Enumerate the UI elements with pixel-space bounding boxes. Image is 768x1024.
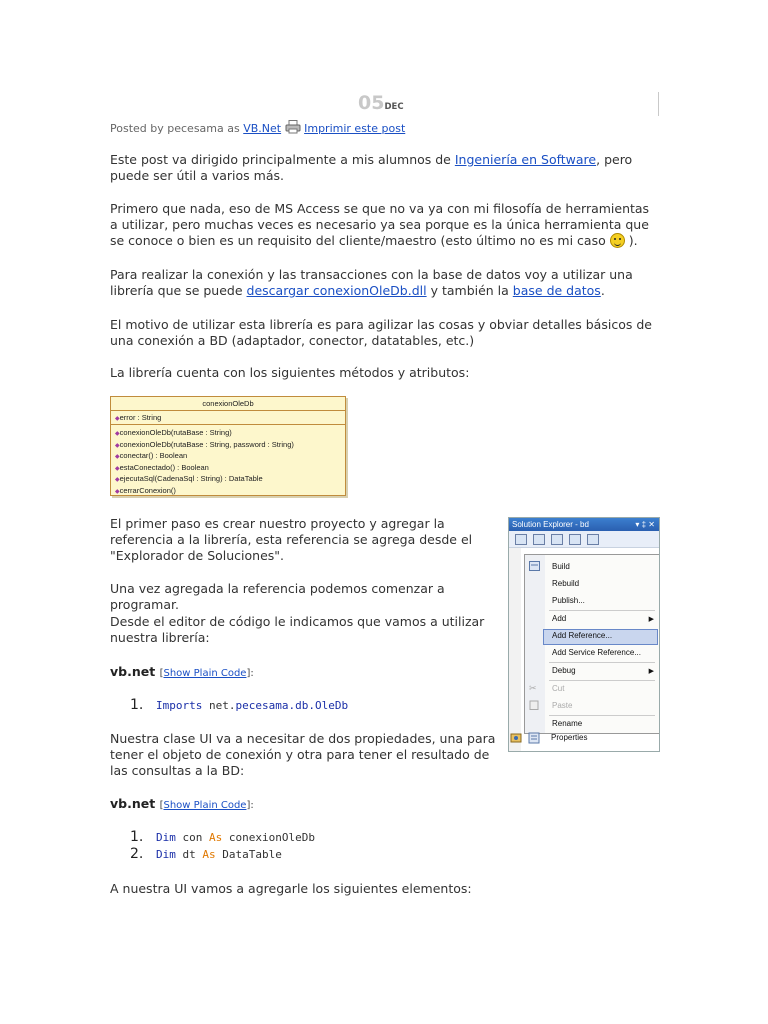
access-text-end: ). bbox=[624, 233, 638, 248]
menu-separator bbox=[549, 610, 655, 611]
project-icon bbox=[510, 732, 522, 744]
submenu-arrow-icon: ▶ bbox=[648, 668, 654, 675]
uml-method: ◆conexionOleDb(rutaBase : String) bbox=[115, 428, 232, 437]
build-icon bbox=[529, 561, 540, 571]
menu-item-cut[interactable]: Cut bbox=[552, 684, 565, 693]
unavez-paragraph: Una vez agregada la referencia podemos comenzar a programar. bbox=[110, 581, 445, 612]
menu-item-build[interactable]: Build bbox=[552, 562, 570, 571]
menu-item-properties[interactable]: Properties bbox=[551, 733, 588, 742]
final-paragraph: A nuestra UI vamos a agregarle los siguientes elementos: bbox=[110, 881, 472, 896]
menu-item-add[interactable]: Add bbox=[552, 614, 567, 623]
context-menu bbox=[524, 554, 660, 734]
ingenieria-link[interactable]: Ingeniería en Software bbox=[454, 152, 597, 167]
post-meta bbox=[110, 120, 405, 137]
menu-item-debug[interactable]: Debug bbox=[552, 666, 576, 675]
access-paragraph bbox=[110, 201, 660, 249]
post-date bbox=[358, 92, 404, 114]
code-line: 1. Dim con As conexionOleDb bbox=[130, 829, 315, 845]
toolbar-icon[interactable] bbox=[533, 534, 545, 545]
toolbar-icon[interactable] bbox=[587, 534, 599, 545]
method-icon: ◆ bbox=[115, 431, 120, 437]
show-plain-code-link[interactable]: Show Plain Code bbox=[163, 668, 247, 679]
code-header-1 bbox=[110, 664, 254, 679]
solution-explorer-toolbar bbox=[509, 531, 659, 548]
uml-class-name: conexionOleDb bbox=[111, 397, 345, 411]
method-icon: ◆ bbox=[115, 454, 120, 461]
method-icon: ◆ bbox=[115, 442, 120, 449]
post-month: DEC bbox=[384, 102, 404, 112]
uml-method: ◆ejecutaSql(CadenaSql : String) : DataTable bbox=[115, 474, 263, 484]
clase-paragraph: Nuestra clase UI va a necesitar de dos propiedades, una para tener el objeto de conexión y otra para tener el resultado de las consultas a la BD: bbox=[110, 731, 496, 778]
method-icon: ◆ bbox=[115, 488, 120, 495]
category-link[interactable]: VB.Net bbox=[243, 122, 282, 135]
code-block-1 bbox=[130, 697, 348, 714]
post-day: 05 bbox=[358, 92, 385, 114]
window-controls[interactable]: ▾ ‡ ✕ bbox=[635, 520, 655, 529]
uml-attribute bbox=[111, 411, 345, 425]
code-lang: vb.net bbox=[110, 664, 156, 679]
solution-explorer-titlebar bbox=[509, 518, 659, 531]
cut-icon: ✂ bbox=[529, 683, 537, 693]
menu-item-publish[interactable]: Publish... bbox=[552, 596, 585, 605]
toolbar-icon[interactable] bbox=[569, 534, 581, 545]
toolbar-icon[interactable] bbox=[515, 534, 527, 545]
show-plain-wrapper: [Show Plain Code]: bbox=[159, 668, 254, 679]
database-link[interactable]: base de datos bbox=[512, 283, 601, 298]
smiley-icon bbox=[610, 233, 625, 248]
code-line: 1. Imports net.pecesama.db.OleDb bbox=[130, 697, 349, 713]
conexion-end: . bbox=[600, 283, 605, 298]
conexion-text: Para realizar la conexión y las transacciones con la base de datos voy a utilizar una librería que se puede bbox=[110, 267, 633, 298]
posted-by: Posted by pecesama as bbox=[110, 122, 240, 135]
conexion-paragraph bbox=[110, 267, 660, 299]
menu-separator bbox=[549, 715, 655, 716]
intro-paragraph bbox=[110, 152, 660, 184]
access-text: Primero que nada, eso de MS Access se que no va ya con mi filosofía de herramientas a utilizar, pero muchas veces es necesario ya sea porque es la única herramienta que se conoce o bien es un requisito del cliente/maestro (esto último no es mi caso bbox=[110, 201, 650, 248]
desde-paragraph: Desde el editor de código le indicamos que vamos a utilizar nuestra librería: bbox=[110, 614, 485, 645]
method-icon: ◆ bbox=[115, 477, 120, 484]
attribute-icon: ◆ bbox=[115, 416, 120, 422]
paste-icon bbox=[529, 700, 540, 710]
menu-item-paste[interactable]: Paste bbox=[552, 701, 573, 710]
submenu-arrow-icon: ▶ bbox=[648, 616, 654, 623]
print-link[interactable]: Imprimir este post bbox=[304, 122, 406, 135]
code-lang: vb.net bbox=[110, 796, 156, 811]
uml-attribute-text: error : String bbox=[119, 413, 162, 422]
uml-method: ◆conexionOleDb(rutaBase : String, password : String) bbox=[115, 439, 294, 449]
intro-text-end: , pero puede ser útil a varios más. bbox=[110, 152, 633, 183]
menu-item-add-service-reference[interactable]: Add Service Reference... bbox=[552, 648, 641, 657]
properties-icon bbox=[528, 732, 540, 744]
uml-method: ◆conectar() : Boolean bbox=[115, 451, 188, 461]
uml-methods bbox=[111, 425, 345, 498]
tree-gutter bbox=[509, 548, 521, 752]
motivo-paragraph: El motivo de utilizar esta librería es para agilizar las cosas y obviar detalles básicos de una conexión a BD (adaptador, conector, datatables, etc.) bbox=[110, 317, 652, 348]
code-block-2 bbox=[130, 829, 315, 863]
uml-method: ◆estaConectado() : Boolean bbox=[115, 462, 209, 472]
method-icon: ◆ bbox=[115, 465, 120, 472]
menu-separator bbox=[549, 680, 655, 681]
uml-method: ◆cerrarConexion() bbox=[115, 485, 176, 495]
menu-separator bbox=[549, 662, 655, 663]
menu-item-add-reference[interactable]: Add Reference... bbox=[552, 631, 613, 640]
solution-explorer-screenshot bbox=[508, 517, 660, 752]
show-plain-wrapper: [Show Plain Code]: bbox=[159, 800, 254, 811]
conexion-middle: y también la bbox=[426, 283, 513, 298]
menu-item-rename[interactable]: Rename bbox=[552, 719, 583, 728]
menu-item-rebuild[interactable]: Rebuild bbox=[552, 579, 580, 588]
printer-icon[interactable] bbox=[285, 120, 301, 137]
solution-explorer-title: Solution Explorer - bd bbox=[512, 520, 589, 529]
show-plain-code-link[interactable]: Show Plain Code bbox=[163, 800, 247, 811]
toolbar-icon[interactable] bbox=[551, 534, 563, 545]
code-line: 2. Dim dt As DataTable bbox=[130, 846, 282, 862]
download-link[interactable]: descargar conexionOleDb.dll bbox=[246, 283, 427, 298]
uml-class-diagram bbox=[110, 396, 346, 496]
divider bbox=[658, 92, 659, 116]
metodos-paragraph: La librería cuenta con los siguientes métodos y atributos: bbox=[110, 365, 470, 380]
intro-text: Este post va dirigido principalmente a mis alumnos de bbox=[110, 152, 455, 167]
primer-paragraph: El primer paso es crear nuestro proyecto y agregar la referencia a la librería, esta referencia se agrega desde el "Explorador de Soluciones". bbox=[110, 516, 473, 563]
code-header-2 bbox=[110, 796, 254, 811]
